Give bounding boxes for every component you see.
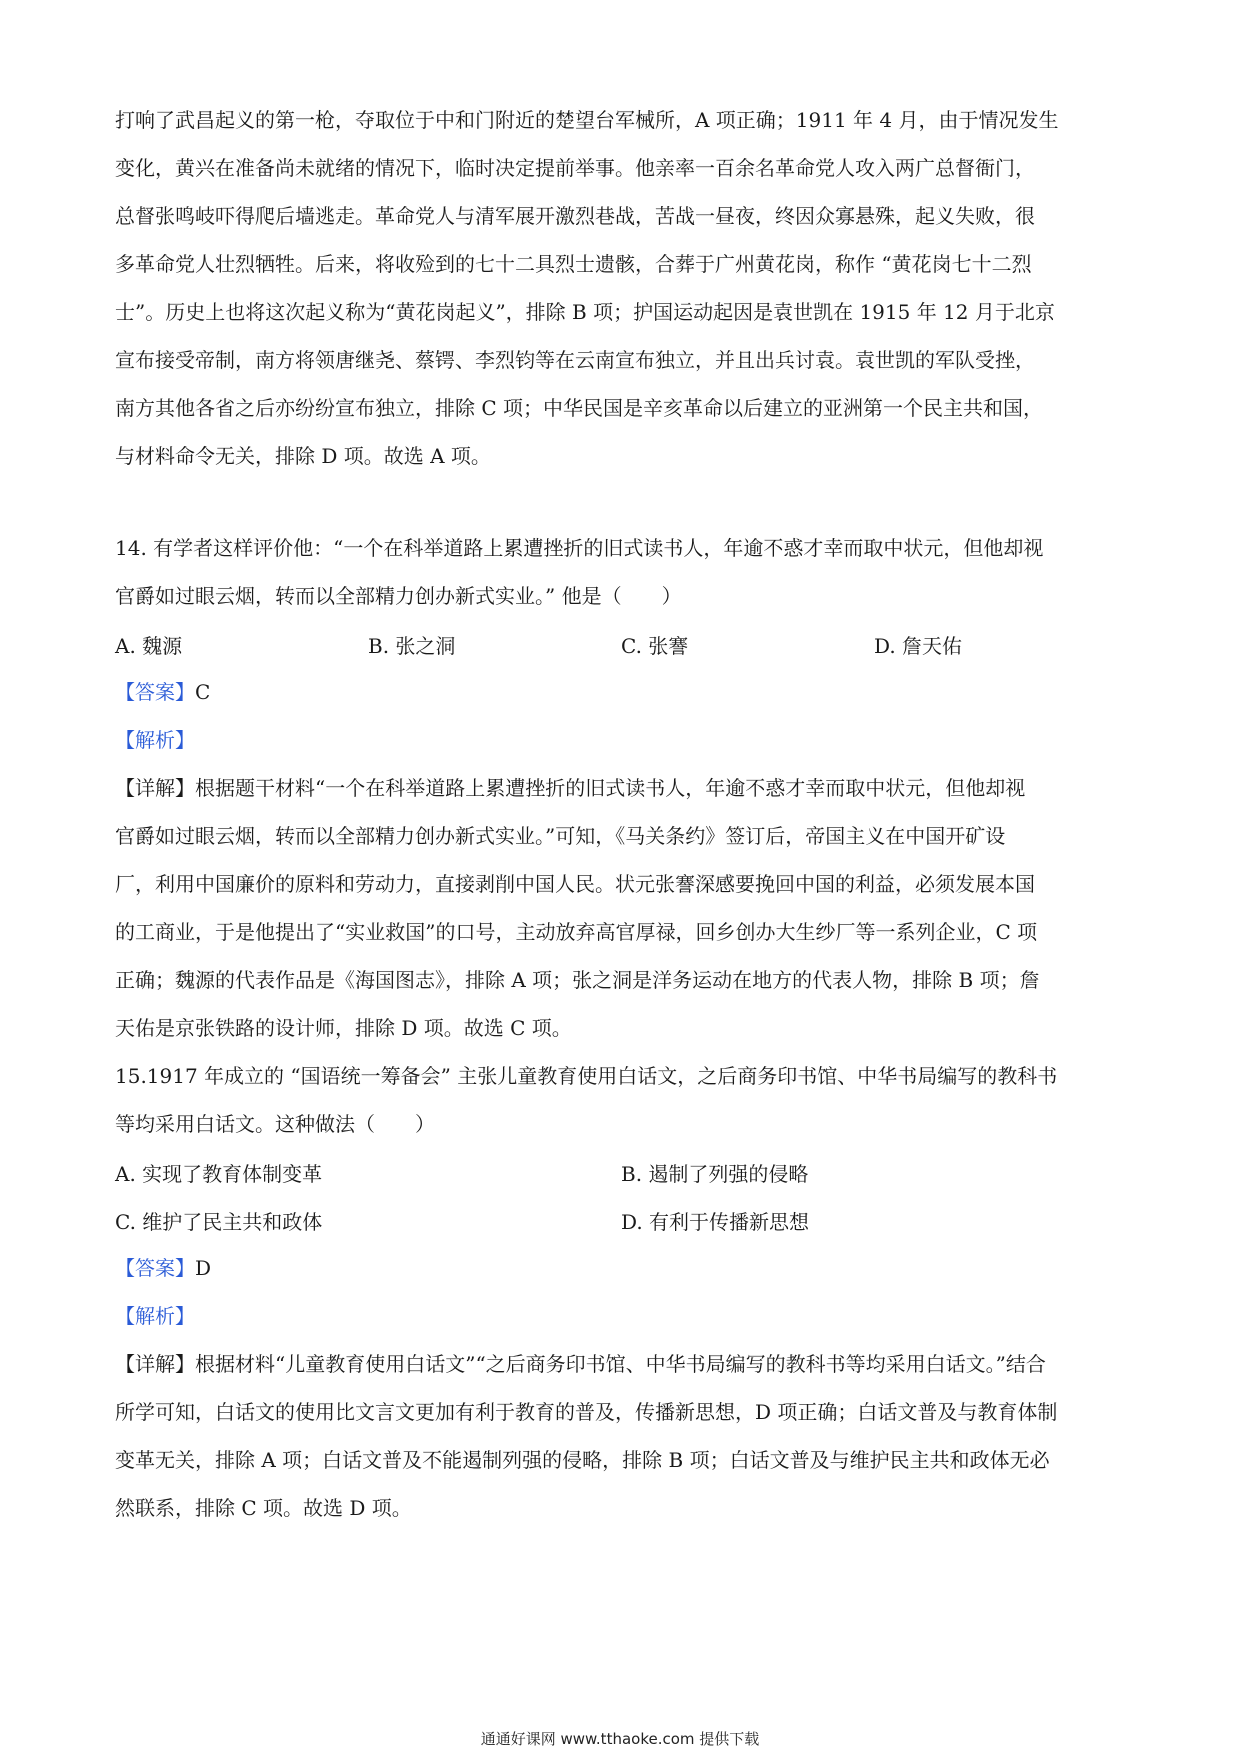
text-line <box>115 1340 1135 1388</box>
text-line: 宣布接受帝制，南方将领唐继尧、蔡锷、李烈钧等在云南宣布独立，并且出兵讨袁。袁世凯的军队受挫， <box>115 348 1035 372</box>
text-line <box>115 764 1135 812</box>
text-line: 的工商业，于是他提出了“实业救国”的口号，主动放弃高官厚禄，回乡创办大生纱厂等一系列企业，C 项 <box>115 920 1038 944</box>
option-b: B. 遏制了列强的侵略 <box>621 1161 809 1186</box>
option-c: C. 张謇 <box>621 633 689 658</box>
option-a: A. 魏源 <box>115 633 183 658</box>
text-line: 正确；魏源的代表作品是《海国图志》，排除 A 项；张之洞是洋务运动在地方的代表人物，排除 B 项；詹 <box>115 968 1040 992</box>
detail-tag: 【详解】 <box>115 1352 195 1376</box>
option-b: B. 张之洞 <box>368 633 456 658</box>
text-line: 厂，利用中国廉价的原料和劳动力，直接剥削中国人民。状元张謇深感要挽回中国的利益，必须发展本国 <box>115 872 1035 896</box>
detail-paragraph <box>115 764 1135 1052</box>
options-row <box>115 1148 1135 1196</box>
answer-tag: 【答案】 <box>115 1256 195 1280</box>
analysis-tag: 【解析】 <box>115 728 195 752</box>
text-line: 等均采用白话文。这种做法（ ） <box>115 1112 435 1136</box>
option-a: A. 实现了教育体制变革 <box>115 1161 323 1186</box>
text-line: 打响了武昌起义的第一枪，夺取位于中和门附近的楚望台军械所，A 项正确；1911 年 4 月，由于情况发生 <box>115 108 1059 132</box>
intro-paragraph <box>115 96 1135 480</box>
detail-text: 根据材料“儿童教育使用白话文”“之后商务印书馆、中华书局编写的教科书等均采用白话文。”结合 <box>195 1352 1046 1376</box>
text-line: 官爵如过眼云烟，转而以全部精力创办新式实业。” 他是（ ） <box>115 584 682 608</box>
text-line: 变革无关，排除 A 项；白话文普及不能遏制列强的侵略，排除 B 项；白话文普及与维护民主共和政体无必 <box>115 1448 1050 1472</box>
option-d: D. 有利于传播新思想 <box>621 1209 810 1234</box>
detail-paragraph <box>115 1340 1135 1532</box>
options-row <box>115 1196 1135 1244</box>
analysis-tag: 【解析】 <box>115 1304 195 1328</box>
text-line: 总督张鸣岐吓得爬后墙逃走。革命党人与清军展开激烈巷战，苦战一昼夜，终因众寡悬殊，起义失败，很 <box>115 204 1035 228</box>
text-line: 多革命党人壮烈牺牲。后来，将收殓到的七十二具烈士遗骸，合葬于广州黄花岗，称作 “黄花岗七十二烈 <box>115 252 1032 276</box>
answer-tag: 【答案】 <box>115 680 195 704</box>
option-d: D. 詹天佑 <box>874 633 963 658</box>
question-14 <box>115 524 1135 1052</box>
answer-line <box>115 1244 1135 1292</box>
detail-text: 根据题干材料“一个在科举道路上累遭挫折的旧式读书人，年逾不惑才幸而取中状元，但他却视 <box>195 776 1026 800</box>
text-line: 官爵如过眼云烟，转而以全部精力创办新式实业。”可知，《马关条约》签订后，帝国主义在中国开矿设 <box>115 824 1006 848</box>
answer-value: C <box>195 680 211 704</box>
text-line: 然联系，排除 C 项。故选 D 项。 <box>115 1496 412 1520</box>
text-line: 15.1917 年成立的 “国语统一筹备会” 主张儿童教育使用白话文，之后商务印书馆、中华书局编写的教科书 <box>115 1064 1058 1088</box>
document-page <box>115 96 1135 1532</box>
text-line: 所学可知，白话文的使用比文言文更加有利于教育的普及，传播新思想，D 项正确；白话文普及与教育体制 <box>115 1400 1058 1424</box>
page-footer: 通通好课网 www.tthaoke.com 提供下载 <box>480 1730 760 1748</box>
detail-tag: 【详解】 <box>115 776 195 800</box>
text-line: 14. 有学者这样评价他：“一个在科举道路上累遭挫折的旧式读书人，年逾不惑才幸而取中状元，但他却视 <box>115 536 1044 560</box>
question-stem <box>115 524 1135 620</box>
question-15 <box>115 1052 1135 1532</box>
option-c: C. 维护了民主共和政体 <box>115 1209 323 1234</box>
analysis-line <box>115 716 1135 764</box>
text-line: 士”。历史上也将这次起义称为“黄花岗起义”，排除 B 项；护国运动起因是袁世凯在 1915 年 12 月于北京 <box>115 300 1055 324</box>
text-line: 天佑是京张铁路的设计师，排除 D 项。故选 C 项。 <box>115 1016 572 1040</box>
question-stem <box>115 1052 1135 1148</box>
options-row <box>115 620 1135 668</box>
answer-value: D <box>195 1256 212 1280</box>
analysis-line <box>115 1292 1135 1340</box>
answer-line <box>115 668 1135 716</box>
text-line: 与材料命令无关，排除 D 项。故选 A 项。 <box>115 444 491 468</box>
text-line: 南方其他各省之后亦纷纷宣布独立，排除 C 项；中华民国是辛亥革命以后建立的亚洲第一个民主共和国， <box>115 396 1044 420</box>
text-line: 变化，黄兴在准备尚未就绪的情况下，临时决定提前举事。他亲率一百余名革命党人攻入两广总督衙门， <box>115 156 1035 180</box>
